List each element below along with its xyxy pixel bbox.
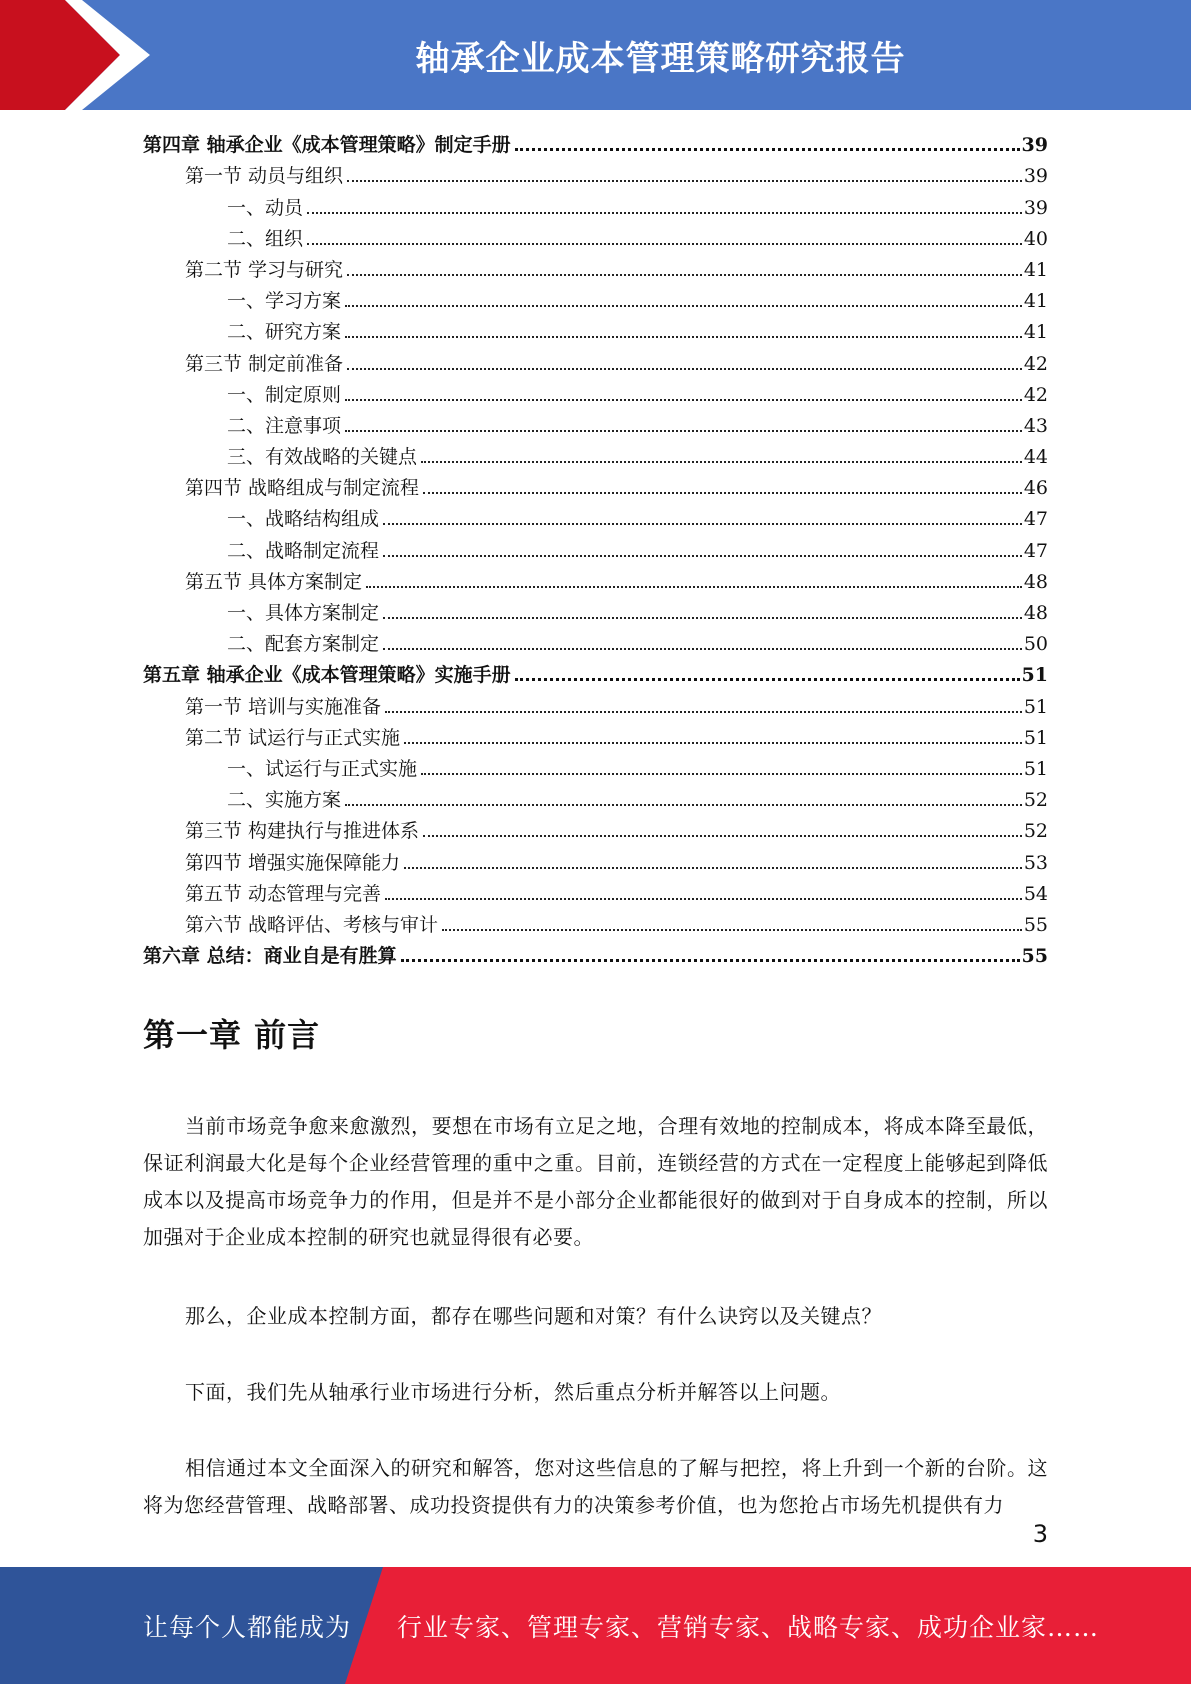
- toc-entry-title: 第五节 具体方案制定: [185, 570, 363, 593]
- paragraph: 当前市场竞争愈来愈激烈，要想在市场有立足之地，合理有效地的控制成本，将成本降至最低，保证利润最大化是每个企业经营管理的重中之重。目前，连锁经营的方式在一定程度上能够起到降低成本以及提高市场竞争力的作用，但是并不是小部分企业都能很好的做到对于自身成本的控制，所以加强对于企业成本控制的研究也就显得很有必要。: [143, 1114, 1048, 1249]
- toc-subsection-entry[interactable]: [143, 440, 1048, 471]
- toc-chapter-entry[interactable]: [143, 658, 1048, 689]
- toc-page-number: 52: [1023, 789, 1048, 812]
- toc-entry-title: 一、制定原则: [227, 383, 342, 406]
- footer-roles: 行业专家、管理专家、营销专家、战略专家、成功企业家……: [397, 1612, 1100, 1642]
- toc-dot-leader: [345, 397, 1022, 401]
- toc-chapter-entry[interactable]: [143, 128, 1048, 159]
- toc-dot-leader: [515, 676, 1020, 681]
- toc-subsection-entry[interactable]: [143, 315, 1048, 346]
- toc-dot-leader: [385, 709, 1022, 713]
- toc-page-number: 47: [1023, 508, 1048, 531]
- toc-subsection-entry[interactable]: [143, 783, 1048, 814]
- toc-section-entry[interactable]: [143, 565, 1048, 596]
- toc-entry-title: 二、配套方案制定: [227, 633, 380, 656]
- paragraph: 那么，企业成本控制方面，都存在哪些问题和对策？有什么诀窍以及关键点？: [185, 1304, 882, 1328]
- toc-page-number: 46: [1023, 477, 1048, 500]
- toc-section-entry[interactable]: [143, 689, 1048, 720]
- toc-page-number: 55: [1021, 945, 1048, 968]
- toc-entry-title: 二、实施方案: [227, 789, 342, 812]
- toc-dot-leader: [366, 584, 1022, 588]
- toc-entry-title: 二、研究方案: [227, 321, 342, 344]
- toc-page-number: 51: [1023, 726, 1048, 749]
- toc-entry-title: 二、组织: [227, 227, 304, 250]
- toc-page-number: 43: [1023, 414, 1048, 437]
- toc-dot-leader: [307, 210, 1022, 214]
- toc-dot-leader: [421, 459, 1022, 463]
- toc-page-number: 39: [1021, 134, 1048, 157]
- toc-subsection-entry[interactable]: [143, 409, 1048, 440]
- toc-entry-title: 一、战略结构组成: [227, 508, 380, 531]
- page-number: 3: [1032, 1520, 1048, 1548]
- paragraph: 下面，我们先从轴承行业市场进行分析，然后重点分析并解答以上问题。: [185, 1380, 841, 1404]
- toc-page-number: 40: [1023, 227, 1048, 250]
- toc-entry-title: 二、注意事项: [227, 414, 342, 437]
- toc-section-entry[interactable]: [143, 814, 1048, 845]
- page-header: [0, 0, 1191, 110]
- toc-section-entry[interactable]: [143, 721, 1048, 752]
- toc-dot-leader: [385, 896, 1022, 900]
- toc-page-number: 50: [1023, 633, 1048, 656]
- toc-page-number: 44: [1023, 446, 1048, 469]
- toc-entry-title: 第五节 动态管理与完善: [185, 882, 382, 905]
- toc-subsection-entry[interactable]: [143, 190, 1048, 221]
- toc-page-number: 41: [1023, 290, 1048, 313]
- toc-entry-title: 一、学习方案: [227, 290, 342, 313]
- toc-page-number: 51: [1021, 664, 1048, 687]
- toc-page-number: 41: [1023, 258, 1048, 281]
- toc-dot-leader: [383, 615, 1022, 619]
- toc-dot-leader: [347, 272, 1022, 276]
- toc-page-number: 39: [1023, 196, 1048, 219]
- toc-section-entry[interactable]: [143, 877, 1048, 908]
- table-of-contents: [143, 128, 1048, 970]
- toc-page-number: 51: [1023, 695, 1048, 718]
- toc-entry-title: 第一节 培训与实施准备: [185, 695, 382, 718]
- toc-dot-leader: [347, 366, 1022, 370]
- toc-page-number: 54: [1023, 882, 1048, 905]
- footer-slogan: 让每个人都能成为: [143, 1612, 352, 1642]
- toc-dot-leader: [442, 927, 1022, 931]
- toc-subsection-entry[interactable]: [143, 596, 1048, 627]
- toc-page-number: 47: [1023, 539, 1048, 562]
- toc-page-number: 53: [1023, 851, 1048, 874]
- toc-dot-leader: [345, 802, 1022, 806]
- toc-dot-leader: [421, 771, 1022, 775]
- toc-section-entry[interactable]: [143, 908, 1048, 939]
- toc-page-number: 52: [1023, 820, 1048, 843]
- toc-entry-title: 二、战略制定流程: [227, 539, 380, 562]
- toc-page-number: 48: [1023, 570, 1048, 593]
- toc-dot-leader: [383, 646, 1022, 650]
- toc-page-number: 48: [1023, 602, 1048, 624]
- toc-entry-title: 第六节 战略评估、考核与审计: [185, 913, 439, 936]
- toc-entry-title: 第五章 轴承企业《成本管理策略》实施手册: [143, 664, 511, 687]
- toc-page-number: 51: [1023, 757, 1048, 780]
- toc-entry-title: 第四节 战略组成与制定流程: [185, 477, 420, 500]
- toc-subsection-entry[interactable]: [143, 752, 1048, 783]
- toc-section-entry[interactable]: [143, 471, 1048, 502]
- toc-dot-leader: [345, 428, 1022, 432]
- toc-dot-leader: [401, 957, 1020, 962]
- toc-dot-leader: [515, 146, 1020, 151]
- toc-subsection-entry[interactable]: [143, 533, 1048, 564]
- toc-dot-leader: [307, 241, 1022, 245]
- page-footer: [0, 1567, 1191, 1684]
- toc-subsection-entry[interactable]: [143, 502, 1048, 533]
- toc-subsection-entry[interactable]: [143, 284, 1048, 315]
- toc-entry-title: 第一节 动员与组织: [185, 165, 344, 188]
- toc-dot-leader: [383, 553, 1022, 557]
- toc-dot-leader: [345, 334, 1022, 338]
- toc-page-number: 42: [1023, 383, 1048, 406]
- toc-entry-title: 第二节 学习与研究: [185, 258, 344, 281]
- toc-chapter-entry[interactable]: [143, 939, 1048, 970]
- toc-dot-leader: [345, 303, 1022, 307]
- toc-section-entry[interactable]: [143, 845, 1048, 876]
- toc-page-number: 39: [1023, 165, 1048, 188]
- toc-entry-title: 第三节 制定前准备: [185, 352, 344, 375]
- toc-page-number: 55: [1023, 913, 1048, 936]
- toc-dot-leader: [423, 490, 1022, 494]
- toc-dot-leader: [404, 865, 1022, 869]
- toc-dot-leader: [404, 740, 1022, 744]
- toc-entry-title: 三、有效战略的关键点: [227, 446, 418, 469]
- chapter-heading: 第一章 前言: [143, 1016, 321, 1054]
- toc-entry-title: 第四节 增强实施保障能力: [185, 851, 401, 874]
- toc-entry-title: 一、具体方案制定: [227, 602, 380, 624]
- toc-entry-title: 第二节 试运行与正式实施: [185, 726, 401, 749]
- toc-dot-leader: [347, 178, 1022, 182]
- toc-subsection-entry[interactable]: [143, 222, 1048, 253]
- report-title: 轴承企业成本管理策略研究报告: [415, 38, 906, 79]
- toc-section-entry[interactable]: [143, 253, 1048, 284]
- toc-section-entry[interactable]: [143, 346, 1048, 377]
- toc-entry-title: 一、动员: [227, 196, 304, 219]
- toc-section-entry[interactable]: [143, 159, 1048, 190]
- toc-entry-title: 第六章 总结：商业自是有胜算: [143, 945, 397, 968]
- paragraph: 相信通过本文全面深入的研究和解答，您对这些信息的了解与把控，将上升到一个新的台阶。这将为您经营管理、战略部署、成功投资提供有力的决策参考价值，也为您抢占市场先机提供有力: [143, 1456, 1048, 1517]
- toc-entry-title: 第三节 构建执行与推进体系: [185, 820, 420, 843]
- toc-subsection-entry[interactable]: [143, 378, 1048, 409]
- toc-page-number: 42: [1023, 352, 1048, 375]
- toc-page-number: 41: [1023, 321, 1048, 344]
- toc-entry-title: 第四章 轴承企业《成本管理策略》制定手册: [143, 134, 511, 157]
- toc-dot-leader: [423, 833, 1022, 837]
- toc-entry-title: 一、试运行与正式实施: [227, 757, 418, 780]
- toc-subsection-entry[interactable]: [143, 627, 1048, 658]
- toc-dot-leader: [383, 521, 1022, 525]
